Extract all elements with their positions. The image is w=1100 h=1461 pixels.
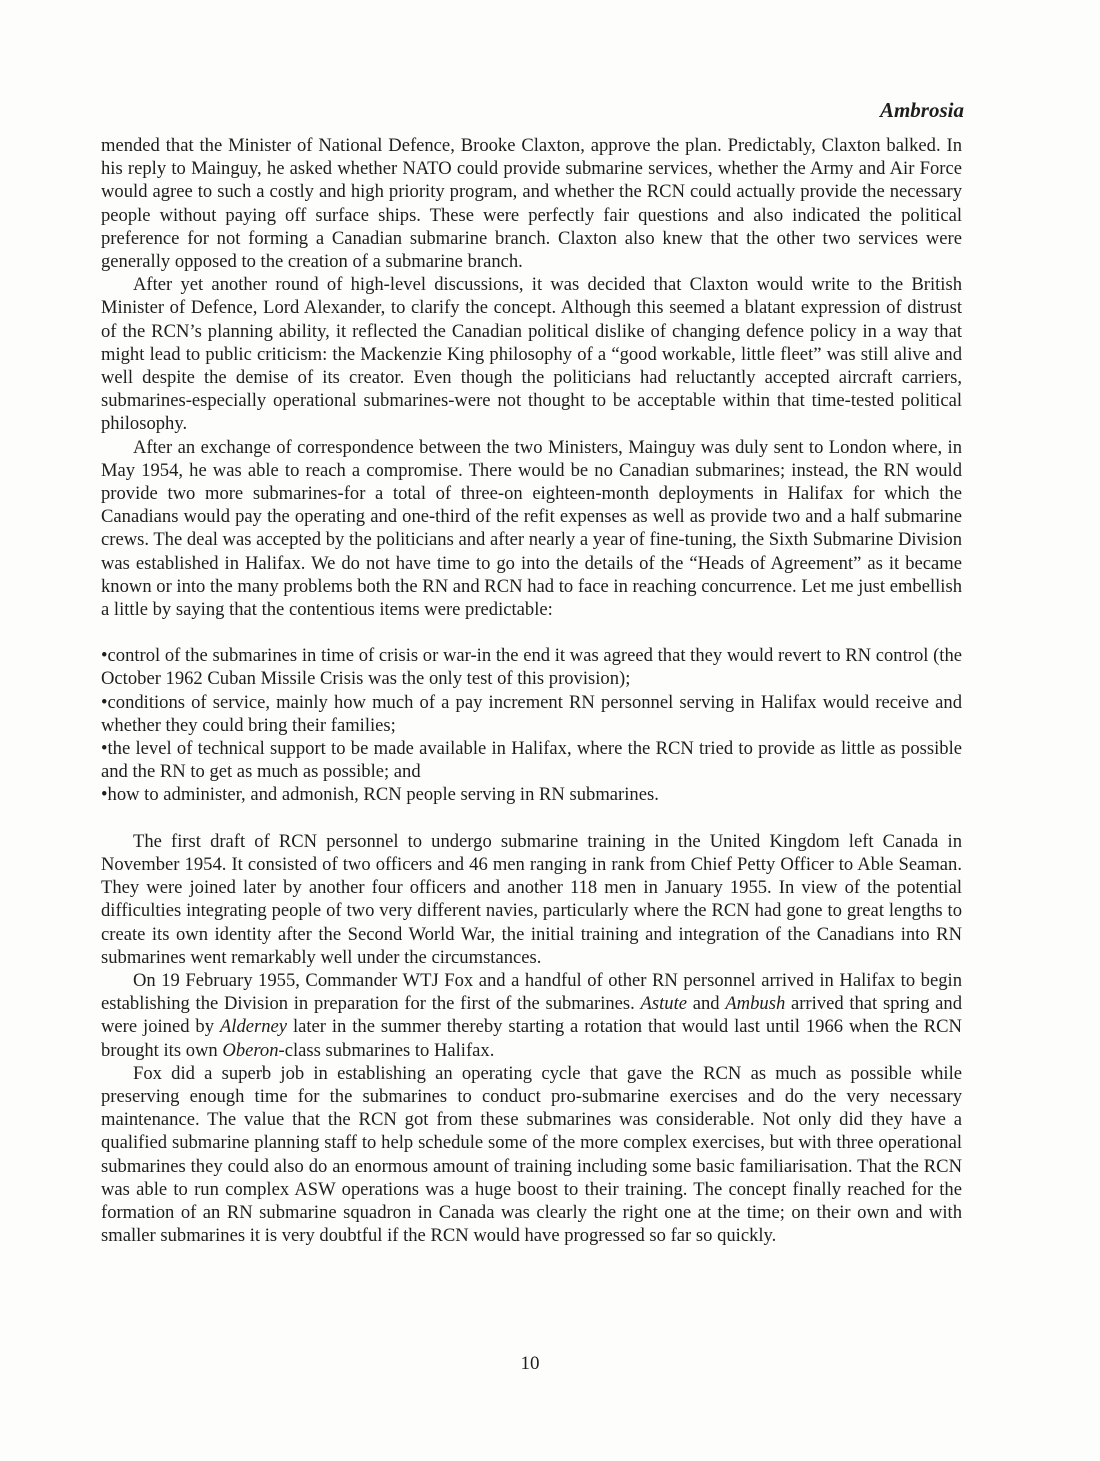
running-head: Ambrosia xyxy=(879,98,964,122)
bullet-item xyxy=(101,644,962,690)
paragraph: After yet another round of high-level discussions, it was decided that Claxton would write to the British Minister of Defence, Lord Alexander, to clarify the concept. Although this seemed a blatant expression of distrust of the RCN’s planning ability, it reflected the Canadian political dislike of changing defence policy in a way that might lead to public criticism: the Mackenzie King philosophy of a “good workable, little fleet” was still alive and well despite the demise of its creator. Even though the politicians had reluctantly accepted aircraft carriers, submarines-especially operational submarines-were not thought to be acceptable within that time-tested political philosophy. xyxy=(101,274,962,435)
bullet-item xyxy=(101,737,962,783)
paragraph: Fox did a superb job in establishing an operating cycle that gave the RCN as much as possible while preserving enough time for the submarines to conduct pro-submarine exercises and do the very necessary maintenance. The value that the RCN got from these submarines was considerable. Not only did they have a qualified submarine planning staff to help schedule some of the more complex exercises, but with three operational submarines they could also do an enormous amount of training including some basic familiarisation. That the RCN was able to run complex ASW operations was a huge boost to their training. The concept finally reached for the formation of an RN submarine squadron in Canada was clearly the right one at the time; on their own and with smaller submarines it is very doubtful if the RCN would have progressed so far so quickly. xyxy=(101,1062,962,1247)
bullet-list xyxy=(101,644,962,806)
bullet-text: control of the submarines in time of crisis or war-in the end it was agreed that they would revert to RN control (the October 1962 Cuban Missile Crisis was the only test of this provision); xyxy=(101,645,962,690)
bullet-text: conditions of service, mainly how much of a pay increment RN personnel serving in Halifax would receive and whether they could bring their families; xyxy=(101,691,962,736)
bullet-text: how to administer, and admonish, RCN people serving in RN submarines. xyxy=(107,784,659,806)
text-run: On 19 February 1955, Commander WTJ Fox and a handful of other RN personnel arrived in Halifax to begin establishing the Division in preparation for the first of the submarines. xyxy=(101,969,962,1015)
bullet-icon: • xyxy=(101,691,108,713)
paragraph: The first draft of RCN personnel to undergo submarine training in the United Kingdom left Canada in November 1954. It consisted of two officers and 46 men ranging in rank from Chief Petty Officer to Able Seaman. They were joined later by another four officers and another 118 men in January 1955. In view of the potential difficulties integrating people of two very different navies, particularly where the RCN had gone to great lengths to create its own identity after the Second World War, the initial training and integration of the Canadians into RN submarines went remarkably well under the circumstances. xyxy=(101,830,962,968)
paragraph: mended that the Minister of National Defence, Brooke Claxton, approve the plan. Predictably, Claxton balked. In his reply to Mainguy, he asked whether NATO could provide submarine services, whether the Army and Air Force would agree to such a costly and high priority program, and whether the RCN could actually provide the necessary people without paying off surface ships. These were perfectly fair questions and also indicated the political preference for not forming a Canadian submarine branch. Claxton also knew that the other two services were generally opposed to the creation of a submarine branch. xyxy=(101,135,962,273)
bullet-icon: • xyxy=(101,784,108,806)
bullet-icon: • xyxy=(101,645,108,667)
text-run: later in the summer thereby starting a rotation that would last until 1966 when the RCN brought its own xyxy=(101,1016,962,1061)
text-run: arrived that spring and were joined by xyxy=(101,993,962,1038)
ship-name-astute: Astute xyxy=(640,993,688,1015)
bullet-text: the level of technical support to be made available in Halifax, where the RCN tried to provide as little as possible and the RN to get as much as possible; and xyxy=(101,738,962,783)
ship-name-alderney: Alderney xyxy=(219,1016,288,1038)
ship-name-ambush: Ambush xyxy=(725,993,786,1015)
text-run: and xyxy=(687,993,726,1015)
bullet-item xyxy=(101,783,962,806)
body-text xyxy=(101,134,962,1247)
text-run: -class submarines to Halifax. xyxy=(278,1039,495,1061)
page-number: 10 xyxy=(520,1353,540,1374)
bullet-icon: • xyxy=(101,738,108,760)
bullet-item xyxy=(101,691,962,737)
paragraph: After an exchange of correspondence between the two Ministers, Mainguy was duly sent to London where, in May 1954, he was able to reach a compromise. There would be no Canadian submarines; instead, the RN would provide two more submarines-for a total of three-on eighteen-month deployments in Halifax for which the Canadians would pay the operating and one-third of the refit expenses as well as provide two and a half submarine crews. The deal was accepted by the politicians and after nearly a year of fine-tuning, the Sixth Submarine Division was established in Halifax. We do not have time to go into the details of the “Heads of Agreement” as it became known or into the many problems both the RN and RCN had to face in reaching concurrence. Let me just embellish a little by saying that the contentious items were predictable: xyxy=(101,436,962,621)
class-name-oberon: Oberon xyxy=(222,1039,279,1061)
paragraph xyxy=(101,969,962,1062)
